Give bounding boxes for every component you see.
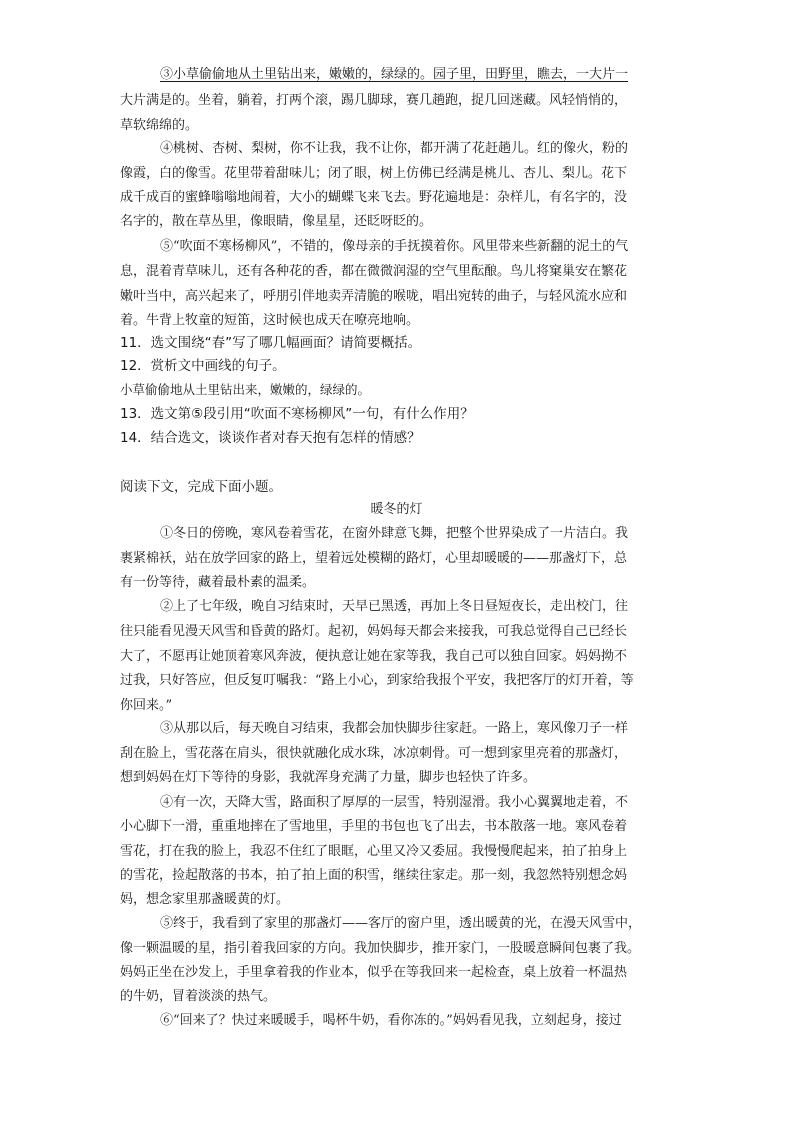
passage1-p4-line-1: ④桃树、杏树、梨树，你不让我，我不让你，都开满了花赶趟儿。红的像火，粉的 — [160, 141, 629, 156]
passage1-p5-line-3: 嫩叶当中，高兴起来了，呼朋引伴地卖弄清脆的喉咙，唱出宛转的曲子，与轻风流水应和 — [120, 289, 628, 304]
question-14: 14．结合选文，谈谈作者对春天抱有怎样的情感？ — [120, 430, 421, 446]
passage2-p5-line-1: ⑤终于，我看到了家里的那盏灯——客厅的窗户里，透出暖黄的光，在漫天风雪中， — [160, 916, 642, 931]
passage1-p4-line-2: 像霞，白的像雪。花里带着甜味儿；闭了眼，树上仿佛已经满是桃儿、杏儿、梨儿。花下 — [120, 166, 628, 181]
passage2-p4-line-3: 雪花，打在我的脸上，我忍不住红了眼眶，心里又冷又委屈。我慢慢爬起来，拍了拍身上 — [120, 844, 628, 859]
passage1-p4-line-3: 成千成百的蜜蜂嗡嗡地闹着，大小的蝴蝶飞来飞去。野花遍地是：杂样儿，有名字的，没 — [120, 190, 628, 205]
passage2-p5-line-2: 像一颗温暖的星，指引着我回家的方向。我加快脚步，推开家门，一股暖意瞬间包裹了我。 — [120, 941, 641, 956]
passage-title: 暖冬的灯 — [370, 502, 423, 517]
question-12-quote: 小草偷偷地从土里钻出来，嫩嫩的，绿绿的。 — [120, 382, 371, 397]
passage1-p5-line-1: ⑤“吹面不寒杨柳风”，不错的，像母亲的手抚摸着你。风里带来些新翻的泥土的气 — [160, 239, 629, 254]
passage2-p3-line-2: 刮在脸上，雪花落在肩头，很快就融化成水珠，冰凉刺骨。可一想到家里亮着的那盏灯， — [120, 746, 628, 761]
passage2-p5-line-3: 妈妈正坐在沙发上，手里拿着我的作业本，似乎在等我回来一起检查，桌上放着一杯温热 — [120, 965, 628, 980]
passage2-p3-line-1: ③从那以后，每天晚自习结束，我都会加快脚步往家赶。一路上，寒风像刀子一样 — [160, 721, 629, 736]
passage2-p2-line-3: 大了，不愿再让她顶着寒风奔波，便执意让她在家等我，我自己可以独自回家。妈妈拗不 — [120, 649, 628, 664]
passage2-p4-line-4: 的雪花，捡起散落的书本，拍了拍上面的积雪，继续往家走。那一刻，我忽然特别想念妈 — [120, 868, 628, 883]
question-13: 13．选文第⑤段引用“吹面不寒杨柳风”一句，有什么作用？ — [120, 406, 474, 422]
passage2-p6-line-1: ⑥“回来了？快过来暖暖手，喝杯牛奶，看你冻的。”妈妈看见我，立刻起身，接过 — [160, 1013, 622, 1028]
reading-intro: 阅读下文，完成下面小题。 — [120, 479, 282, 495]
passage2-p2-line-2: 往只能看见漫天风雪和昏黄的路灯。起初，妈妈每天都会来接我，可我总觉得自己已经长 — [120, 624, 628, 639]
passage1-p4-line-4: 名字的，散在草丛里，像眼睛，像星星，还眨呀眨的。 — [120, 214, 433, 229]
passage1-p3-line-1 — [120, 66, 670, 84]
passage2-p1-line-1: ①冬日的傍晚，寒风卷着雪花，在窗外肆意飞舞，把整个世界染成了一片洁白。我 — [160, 526, 629, 541]
passage2-p4-line-5: 妈，想念家里那盏暖黄的灯。 — [120, 892, 290, 907]
passage1-p3-line-2: 大片满是的。坐着，躺着，打两个滚，踢几脚球，赛几趟跑，捉几回迷藏。风轻悄悄的， — [120, 93, 628, 108]
question-11: 11．选文围绕“春”写了哪几幅画面？请简要概括。 — [120, 335, 422, 351]
passage2-p4-line-2: 小心脚下一滑，重重地摔在了雪地里，手里的书包也飞了出去，书本散落一地。寒风卷着 — [120, 819, 628, 834]
passage2-p3-line-3: 想到妈妈在灯下等待的身影，我就浑身充满了力量，脚步也轻快了许多。 — [120, 770, 537, 785]
question-12: 12．赏析文中画线的句子。 — [120, 358, 286, 374]
underlined-sentence: ③小草偷偷地从土里钻出来，嫩嫩的，绿绿的。园子里，田野里，瞧去，一大片一 — [160, 67, 629, 82]
passage2-p1-line-3: 有一份等待，藏着最朴素的温柔。 — [120, 575, 316, 590]
passage1-p5-line-2: 息，混着青草味儿，还有各种花的香，都在微微润湿的空气里酝酿。鸟儿将窠巢安在繁花 — [120, 264, 628, 279]
passage2-p2-line-4: 过我，只好答应，但反复叮嘱我：“路上小心，到家给我报个平安，我把客厅的灯开着，等 — [120, 673, 634, 688]
passage2-p2-line-5: 你回来。” — [120, 698, 173, 713]
passage1-p3-line-3: 草软绵绵的。 — [120, 118, 199, 133]
passage2-p1-line-2: 裹紧棉袄，站在放学回家的路上，望着远处模糊的路灯，心里却暖暖的——那盏灯下，总 — [120, 551, 628, 566]
passage2-p4-line-1: ④有一次，天降大雪，路面积了厚厚的一层雪，特别湿滑。我小心翼翼地走着，不 — [160, 795, 629, 810]
passage2-p5-line-4: 的牛奶，冒着淡淡的热气。 — [120, 989, 277, 1004]
passage2-p2-line-1: ②上了七年级，晚自习结束时，天早已黑透，再加上冬日昼短夜长，走出校门，往 — [160, 599, 629, 614]
passage1-p5-line-4: 着。牛背上牧童的短笛，这时候也成天在嘹亮地响。 — [120, 313, 420, 328]
